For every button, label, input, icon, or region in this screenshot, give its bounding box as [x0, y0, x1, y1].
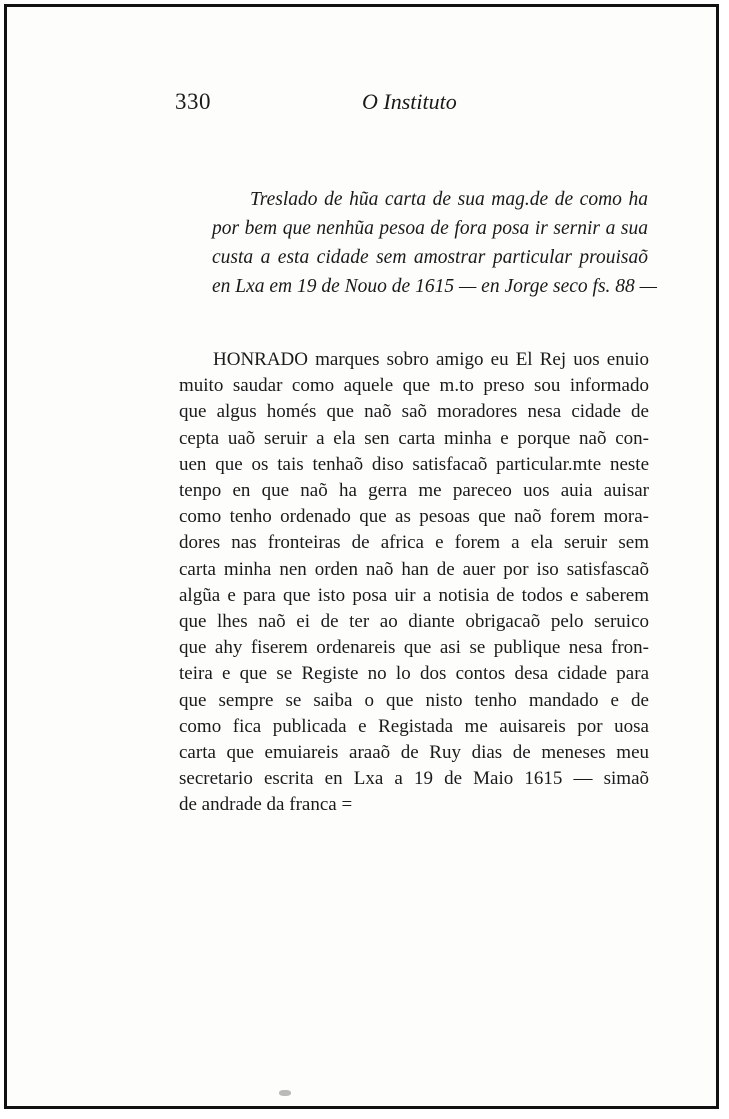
- body-line: que algus homés que naõ saõ moradores nesa cidade de: [179, 401, 649, 423]
- scan-mark: [279, 1090, 291, 1096]
- letter-body: [179, 347, 649, 819]
- body-line: como tenho ordenado que as pesoas que naõ forem mora-: [179, 506, 649, 528]
- body-line: muito saudar como aquele que m.to preso sou informado: [179, 375, 649, 397]
- body-line: secretario escrita en Lxa a 19 de Maio 1615 — simaõ: [179, 768, 649, 790]
- body-line: algũa e para que isto posa uir a notisia de todos e saberem: [179, 584, 649, 606]
- page-frame: [4, 4, 719, 1109]
- body-line: tenpo en que naõ ha gerra me pareceo uos auia auisar: [179, 480, 649, 502]
- body-line: de andrade da franca =: [179, 794, 353, 816]
- body-line: que sempre se saiba o que nisto tenho mandado e de: [179, 689, 649, 711]
- body-line: HONRADO marques sobro amigo eu El Rej uos enuio: [213, 349, 649, 370]
- body-line: carta minha nen orden naõ han de auer por iso satisfascaõ: [179, 558, 649, 580]
- body-line: como fica publicada e Registada me auisareis por uosa: [179, 715, 649, 737]
- body-line: dores nas fronteiras de africa e forem a ela seruir sem: [179, 532, 649, 554]
- body-line: que lhes naõ ei de ter ao diante obrigacaõ pelo seruico: [179, 611, 649, 633]
- body-line: uen que os tais tenhaõ diso satisfacaõ particular.mte neste: [179, 453, 649, 475]
- running-title: O Instituto: [362, 89, 457, 114]
- page-number: 330: [175, 89, 211, 114]
- page-header: [175, 89, 648, 119]
- summary-line: Treslado de hũa carta de sua mag.de de como ha: [250, 189, 648, 210]
- summary-line: por bem que nenhũa pesoa de fora posa ir sernir a sua: [212, 218, 648, 239]
- document-summary: [212, 185, 657, 301]
- body-line: carta que emuiareis araaõ de Ruy dias de meneses meu: [179, 742, 649, 764]
- body-line: que ahy fiserem ordenareis que asi se publique nesa fron-: [179, 637, 649, 659]
- body-line: cepta uaõ seruir a ela sen carta minha e porque naõ con-: [179, 427, 649, 449]
- summary-line: custa a esta cidade sem amostrar particular prouisaõ: [212, 247, 648, 268]
- summary-line: en Lxa em 19 de Nouo de 1615 — en Jorge seco fs. 88 —: [212, 276, 657, 297]
- body-line: teira e que se Registe no lo dos contos desa cidade para: [179, 663, 649, 685]
